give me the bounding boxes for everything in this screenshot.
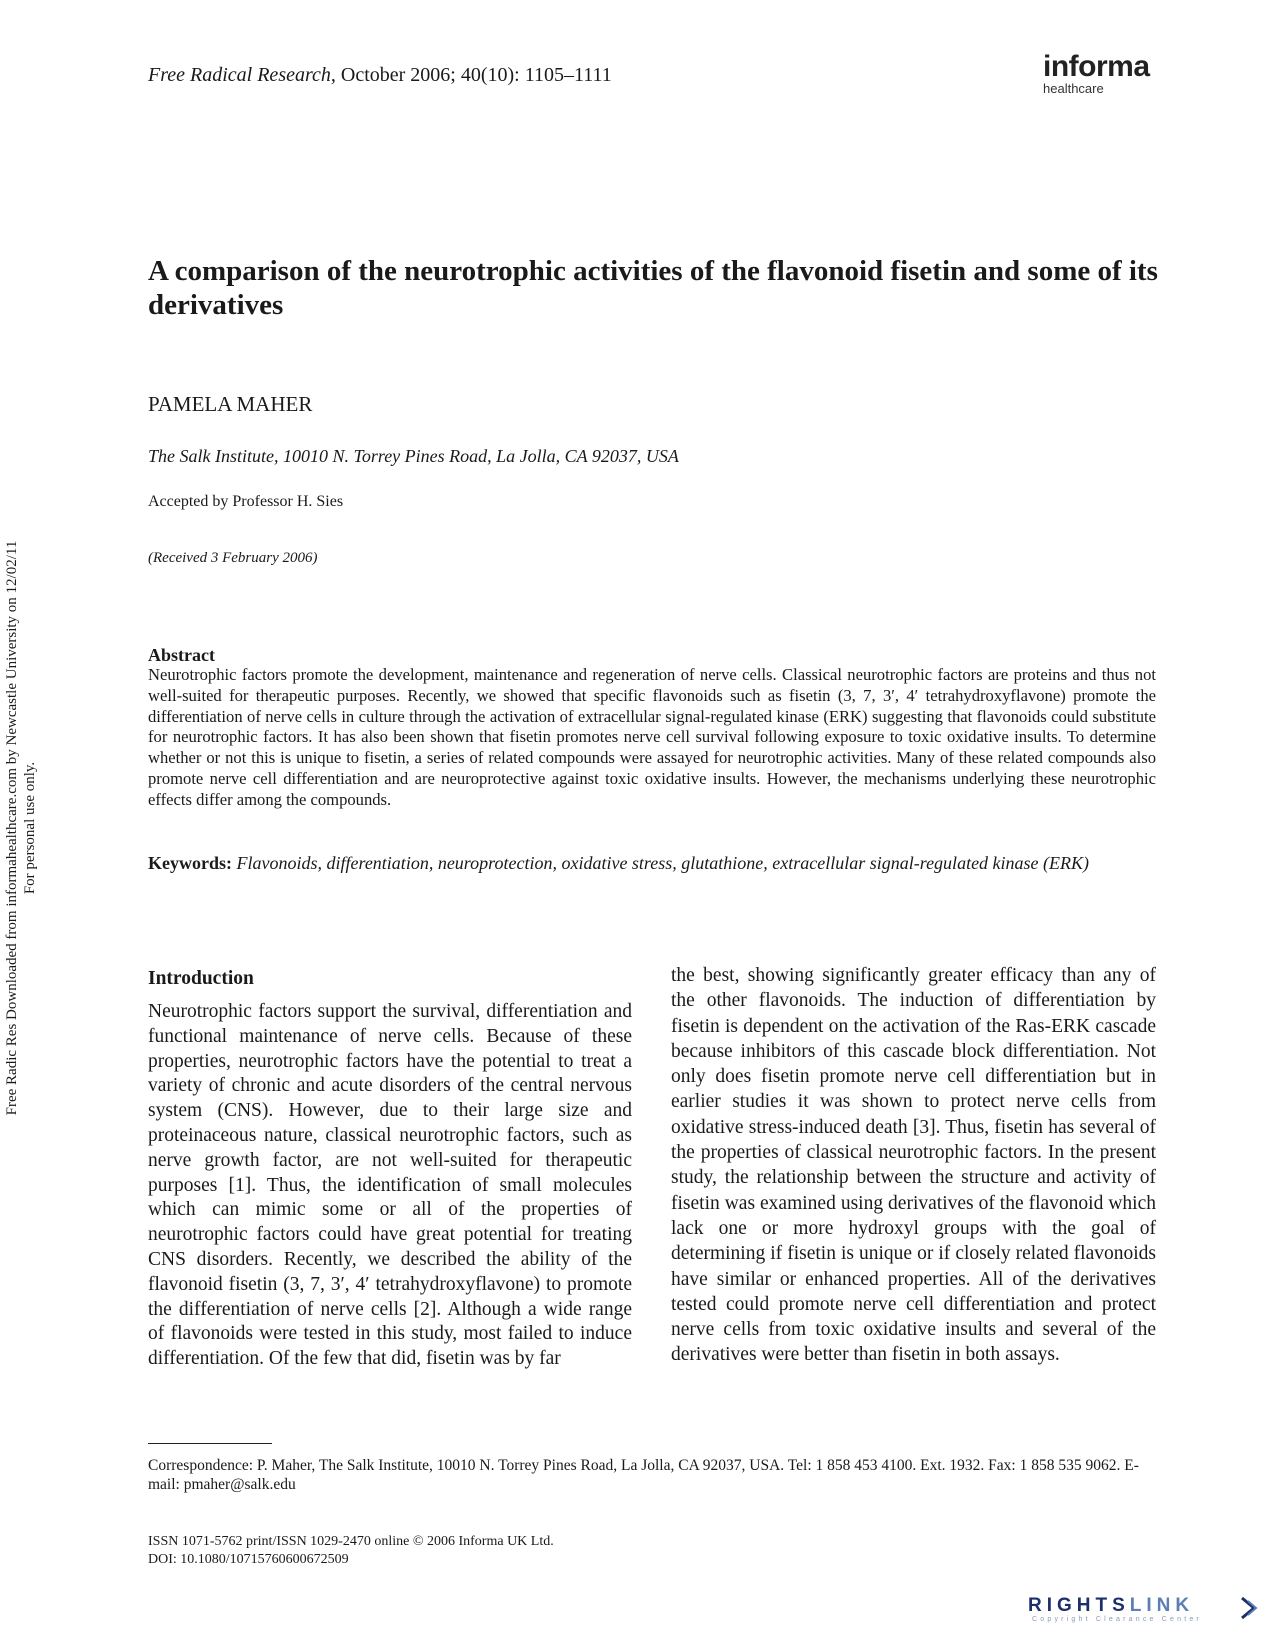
rightslink-arrow-icon <box>1238 1595 1260 1621</box>
publisher-logo <box>1043 52 1155 96</box>
keywords-text: Flavonoids, differentiation, neuroprotection, oxidative stress, glutathione, extracellular signal-regulated kinase (ERK) <box>236 853 1090 873</box>
journal-name: Free Radical Research <box>148 64 331 86</box>
introduction-heading: Introduction <box>148 968 254 989</box>
rightslink-brand-light: LINK <box>1129 1595 1195 1616</box>
introduction-right-column: the best, showing significantly greater efficacy than any of the other flavonoids. The induction of differentiation by fisetin is dependent on the activation of the Ras-ERK cascade because inhibitors of this cascade block differentiation. Not only does fisetin promote nerve cell differentiation but in earlier studies it was shown to protect nerve cells from oxidative stress-induced death [3]. Thus, fisetin has several of the properties of classical neurotrophic factors. In the present study, the relationship between the structure and activity of fisetin was examined using derivatives of the flavonoid which lack one or more hydroxyl groups with the goal of determining if fisetin is unique or if closely related flavonoids have similar or enhanced properties. All of the derivatives tested could promote nerve cell differentiation and protect nerve cells from toxic oxidative insults and several of the derivatives were better than fisetin in both assays. <box>671 965 1156 1366</box>
rightslink-brand-dark: RIGHTS <box>1028 1595 1130 1616</box>
download-watermark-line1: Free Radic Res Downloaded from informahealthcare.com by Newcastle University on 12/02/11 <box>4 540 20 1116</box>
publisher-logo-name: informa <box>1043 50 1150 83</box>
rightslink-logo[interactable] <box>1028 1595 1260 1635</box>
correspondence-footnote: Correspondence: P. Maher, The Salk Institute, 10010 N. Torrey Pines Road, La Jolla, CA 92037, USA. Tel: 1 858 453 4100. Ext. 1932. Fax: 1 858 535 9062. E-mail: pmaher@salk.edu <box>148 1457 1139 1493</box>
accepted-by: Accepted by Professor H. Sies <box>148 493 344 510</box>
issn-block <box>148 1533 554 1569</box>
footnote-divider <box>148 1443 272 1444</box>
doi-line: DOI: 10.1080/10715760600672509 <box>148 1552 349 1567</box>
rightslink-tagline: Copyright Clearance Center <box>1032 1616 1202 1623</box>
abstract-text: Neurotrophic factors promote the development, maintenance and regeneration of nerve cells. Classical neurotrophic factors are proteins and thus not well-suited for therapeutic purposes. Recently, we showed that specific flavonoids such as fisetin (3, 7, 3′, 4′ tetrahydroxyflavone) promote the differentiation of nerve cells in culture through the activation of extracellular signal-regulated kinase (ERK) suggesting that flavonoids could substitute for neurotrophic factors. It has also been shown that fisetin promotes nerve cell survival following exposure to toxic oxidative insults. To determine whether or not this is unique to fisetin, a series of related compounds were assayed for neurotrophic activities. Many of these related compounds also promote nerve cell differentiation and are neuroprotective against toxic oxidative insults. However, the mechanisms underlying these neurotrophic effects differ among the compounds. <box>148 665 1156 809</box>
keywords <box>148 852 1156 875</box>
article-title: A comparison of the neurotrophic activities of the flavonoid fisetin and some of its derivatives <box>148 255 1158 321</box>
publisher-logo-sub: healthcare <box>1043 81 1104 96</box>
abstract-heading: Abstract <box>148 645 215 665</box>
author-affiliation: The Salk Institute, 10010 N. Torrey Pines Road, La Jolla, CA 92037, USA <box>148 446 679 466</box>
rightslink-wordmark <box>1028 1595 1260 1617</box>
received-date: (Received 3 February 2006) <box>148 550 318 566</box>
keywords-label: Keywords: <box>148 853 232 873</box>
journal-citation <box>148 64 612 87</box>
journal-details: , October 2006; 40(10): 1105–1111 <box>330 64 612 86</box>
download-watermark-line2: For personal use only. <box>22 761 38 895</box>
introduction-left-column: Neurotrophic factors support the survival, differentiation and functional maintenance of nerve cells. Because of these properties, neurotrophic factors have the potential to treat a variety of chronic and acute disorders of the central nervous system (CNS). However, due to their large size and proteinaceous nature, classical neurotrophic factors, such as nerve growth factor, are not well-suited for therapeutic purposes [1]. Thus, the identification of small molecules which can mimic some or all of the properties of neurotrophic factors could have great potential for treating CNS disorders. Recently, we described the ability of the flavonoid fisetin (3, 7, 3′, 4′ tetrahydroxyflavone) to promote the differentiation of nerve cells [2]. Although a wide range of flavonoids were tested in this study, most failed to induce differentiation. Of the few that did, fisetin was by far <box>148 1001 632 1370</box>
download-watermark <box>3 503 39 1153</box>
issn-line: ISSN 1071-5762 print/ISSN 1029-2470 online © 2006 Informa UK Ltd. <box>148 1534 554 1549</box>
article-author: PAMELA MAHER <box>148 392 313 416</box>
